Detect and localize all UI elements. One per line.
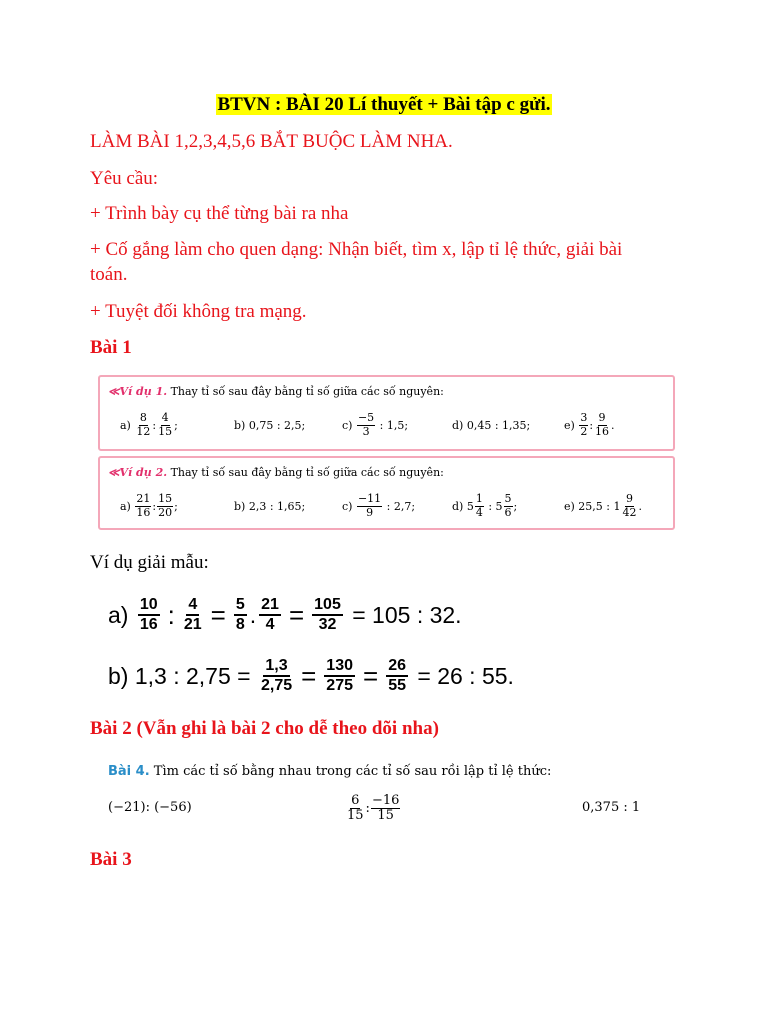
example-item-a: a) $\frac{21}{16}$ : $\frac{15}{20}$ ;	[120, 492, 178, 519]
requirement-item: + Trình bày cụ thể từng bài ra nha	[90, 203, 349, 224]
example-box-1	[98, 375, 675, 451]
exercise-bai4-heading	[108, 764, 551, 779]
requirement-item: + Tuyệt đối không tra mạng.	[90, 301, 307, 322]
ratio-3: 0,375 : 1	[582, 800, 641, 815]
example-item-e: e) $\frac{3}{2}$ : $\frac{9}{16}$ .	[564, 411, 615, 438]
double-chevron-icon: ≪	[108, 466, 120, 479]
exercise-text: Tìm các tỉ số bằng nhau trong các tỉ số sau rồi lập tỉ lệ thức:	[153, 764, 552, 779]
sample-solution-label: Ví dụ giải mẫu:	[90, 552, 209, 573]
example-label: Ví dụ 1.	[119, 385, 168, 398]
ratio-2: $\frac{6}{15}$ : $\frac{-16}{15}$	[347, 793, 400, 824]
example-text: Thay tỉ số sau đây bằng tỉ số giữa các số nguyên:	[170, 466, 444, 479]
page-title: BTVN : BÀI 20 Lí thuyết + Bài tập c gửi.	[217, 94, 551, 115]
example-item-c: c) $\frac{-11}{9}$ : 2,7;	[342, 492, 416, 519]
section-heading-bai1: Bài 1	[90, 337, 132, 358]
example-item-c: c) $\frac{-5}{3}$ : 1,5;	[342, 411, 409, 438]
solution-b: b) 1,3 : 2,75 = $\frac{1,3}{2,75}$ = $\frac{130}{275}$ = $\frac{26}{55}$ = 26 : 55.	[108, 657, 514, 694]
example-label: Ví dụ 2.	[119, 466, 168, 479]
example-item-a: a) $\frac{8}{12}$ : $\frac{4}{15}$ ;	[120, 411, 178, 438]
solution-a: a) $\frac{10}{16}$ : $\frac{4}{21}$ = $\frac{5}{8}$ . $\frac{21}{4}$ = $\frac{105}{32}$ = 105 : 32.	[108, 596, 462, 633]
requirement-item-cont: toán.	[90, 264, 128, 285]
instruction-line: LÀM BÀI 1,2,3,4,5,6 BẮT BUỘC LÀM NHA.	[90, 131, 453, 152]
example-text: Thay tỉ số sau đây bằng tỉ số giữa các số nguyên:	[170, 385, 444, 398]
ratio-1: (−21): (−56)	[108, 800, 192, 815]
example-item-b: b) 0,75 : 2,5;	[234, 418, 306, 432]
requirement-heading: Yêu cầu:	[90, 168, 159, 189]
double-chevron-icon: ≪	[108, 385, 120, 398]
exercise-label: Bài 4.	[108, 764, 150, 779]
example-item-b: b) 2,3 : 1,65;	[234, 499, 306, 513]
requirement-item: + Cố gắng làm cho quen dạng: Nhận biết, tìm x, lập tỉ lệ thức, giải bài	[90, 239, 623, 260]
section-heading-bai3: Bài 3	[90, 849, 132, 870]
example-item-d: d) 5 $\frac{1}{4}$ : 5 $\frac{5}{6}$ ;	[452, 492, 518, 519]
example-box-2	[98, 456, 675, 530]
section-heading-bai2: Bài 2 (Vẫn ghi là bài 2 cho dễ theo dõi nha)	[90, 718, 439, 739]
example-item-d: d) 0,45 : 1,35;	[452, 418, 531, 432]
example-item-e: e) 25,5 : 1 $\frac{9}{42}$ .	[564, 492, 642, 519]
